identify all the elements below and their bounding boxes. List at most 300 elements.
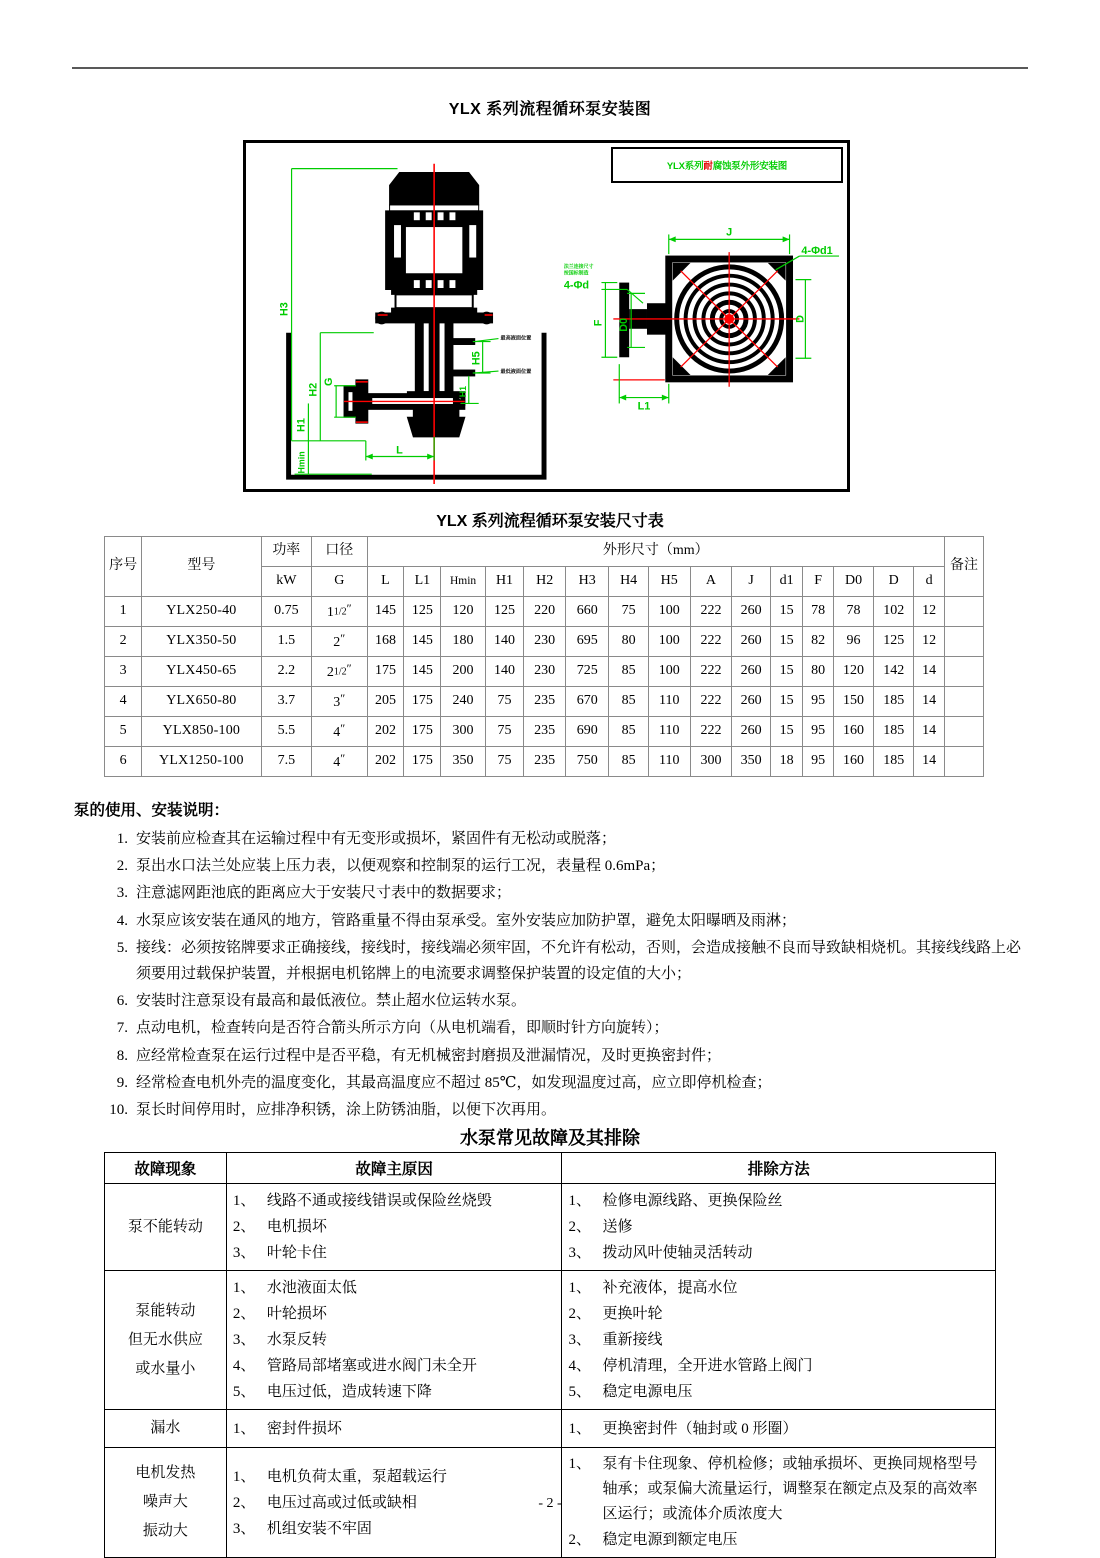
item-number: 5、 bbox=[232, 1384, 256, 1400]
cell-dim-d1: 15 bbox=[770, 657, 802, 687]
cell-dim-F: 80 bbox=[803, 657, 834, 687]
cell-remark bbox=[945, 597, 984, 627]
cell-dim-Hmin: 120 bbox=[441, 597, 485, 627]
cell-remark bbox=[945, 657, 984, 687]
cell-dim-D: 142 bbox=[874, 657, 914, 687]
cell-dim-J: 260 bbox=[732, 597, 771, 627]
cell-bore: 11/2″ bbox=[312, 597, 367, 627]
cell-dim-D: 185 bbox=[874, 747, 914, 777]
cell-dim-L1: 175 bbox=[404, 717, 441, 747]
fault-remedy-item bbox=[568, 1327, 989, 1353]
fault-remedy-item bbox=[568, 1527, 989, 1553]
fault-remedy-list bbox=[568, 1416, 989, 1442]
fault-remedy-list bbox=[568, 1188, 989, 1266]
item-text: 稳定电源到额定电压 bbox=[602, 1532, 738, 1548]
instruction-text: 泵长时间停用时，应排净积锈，涂上防锈油脂，以便下次再用。 bbox=[136, 1102, 557, 1119]
item-number: 2、 bbox=[232, 1306, 256, 1322]
fault-cause-item bbox=[233, 1301, 556, 1327]
cell-dim-L: 202 bbox=[367, 747, 404, 777]
cell-dim-H4: 85 bbox=[609, 687, 648, 717]
svg-text:按国标制造: 按国标制造 bbox=[563, 271, 589, 277]
cell-remark bbox=[945, 627, 984, 657]
item-number: 3、 bbox=[232, 1332, 256, 1348]
table-row bbox=[105, 717, 984, 747]
callout-4-phi-d: 4-Φd bbox=[563, 279, 590, 292]
fault-row bbox=[105, 1184, 996, 1271]
col-header-power-unit: kW bbox=[261, 567, 312, 597]
cell-remark bbox=[945, 747, 984, 777]
cell-dim-D0: 160 bbox=[833, 747, 873, 777]
cell-dim-H5: 110 bbox=[648, 747, 690, 777]
cell-no: 2 bbox=[105, 627, 142, 657]
cell-dim-H3: 725 bbox=[566, 657, 609, 687]
callout-4-phi-d1: 4-Φd1 bbox=[801, 245, 833, 258]
dimension-table-title: YLX 系列流程循环泵安装尺寸表 bbox=[436, 513, 664, 530]
fault-cause-list bbox=[233, 1188, 556, 1266]
cell-dim-H3: 670 bbox=[566, 687, 609, 717]
instruction-number: 8. bbox=[116, 1047, 128, 1064]
item-number: 1、 bbox=[568, 1280, 591, 1296]
dim-label-d-plan: D bbox=[794, 315, 807, 323]
header-rule bbox=[72, 67, 1028, 69]
item-text: 停机清理，全开进水管路上阀门 bbox=[602, 1358, 813, 1374]
fault-cause-item bbox=[233, 1214, 556, 1240]
item-text: 密封件损坏 bbox=[266, 1420, 342, 1437]
cell-dim-A: 300 bbox=[690, 747, 732, 777]
instruction-number: 6. bbox=[116, 993, 128, 1010]
instruction-number: 2. bbox=[116, 858, 128, 875]
item-number: 2、 bbox=[568, 1306, 591, 1322]
cell-dim-D0: 78 bbox=[833, 597, 873, 627]
instruction-item bbox=[74, 908, 1024, 934]
cell-dim-d: 12 bbox=[914, 597, 945, 627]
fault-cause-item bbox=[233, 1464, 556, 1490]
item-text: 电机损坏 bbox=[266, 1219, 327, 1235]
suction-strainer bbox=[407, 417, 464, 437]
fault-cause-list bbox=[233, 1275, 556, 1405]
cell-no: 5 bbox=[105, 717, 142, 747]
item-number: 5、 bbox=[568, 1384, 591, 1400]
item-number: 2、 bbox=[232, 1219, 256, 1235]
cell-dim-d: 14 bbox=[914, 687, 945, 717]
col-header-bore-unit: G bbox=[312, 567, 367, 597]
fault-cause bbox=[226, 1410, 562, 1448]
table-row bbox=[105, 657, 984, 687]
col-header-A: A bbox=[690, 567, 732, 597]
item-text: 水泵反转 bbox=[266, 1332, 327, 1348]
fault-symptom-line: 泵不能转动 bbox=[127, 1218, 203, 1235]
item-text: 检修电源线路、更换保险丝 bbox=[602, 1193, 783, 1209]
cell-dim-J: 260 bbox=[732, 657, 771, 687]
cell-power: 1.5 bbox=[261, 627, 312, 657]
item-number: 4、 bbox=[232, 1358, 256, 1374]
instruction-item bbox=[74, 1015, 1024, 1041]
item-text: 更换密封件（轴封或 0 形圈） bbox=[602, 1420, 798, 1437]
table-header-row-1 bbox=[105, 537, 984, 567]
fault-remedy-item bbox=[568, 1301, 989, 1327]
instructions-heading: 泵的使用、安装说明： bbox=[74, 802, 230, 819]
cell-no: 6 bbox=[105, 747, 142, 777]
dim-label-g: G bbox=[323, 377, 336, 387]
col-header-H3: H3 bbox=[566, 567, 609, 597]
instruction-number: 4. bbox=[116, 912, 128, 929]
instruction-number: 3. bbox=[116, 885, 128, 902]
fault-remedy bbox=[562, 1271, 996, 1410]
col-header-d: d bbox=[914, 567, 945, 597]
fault-cause-item bbox=[233, 1516, 556, 1542]
cell-dim-J: 350 bbox=[732, 747, 771, 777]
cell-dim-A: 222 bbox=[690, 597, 732, 627]
item-number: 3、 bbox=[232, 1245, 256, 1261]
cell-dim-H3: 660 bbox=[566, 597, 609, 627]
cell-dim-L: 205 bbox=[367, 687, 404, 717]
col-header-H2: H2 bbox=[524, 567, 566, 597]
instruction-number: 7. bbox=[116, 1020, 128, 1037]
item-text: 泵有卡住现象、停机检修；或轴承损坏、更换同规格型号轴承；或泵偏大流量运行，调整泵在额定点及泵的高效率区运行；或流体介质浓度大 bbox=[602, 1456, 978, 1522]
cell-dim-J: 260 bbox=[732, 717, 771, 747]
cell-no: 3 bbox=[105, 657, 142, 687]
cell-no: 1 bbox=[105, 597, 142, 627]
col-header-power: 功率 bbox=[261, 537, 312, 567]
cell-bore: 4″ bbox=[312, 717, 367, 747]
cell-dim-L1: 145 bbox=[404, 657, 441, 687]
cell-dim-Hmin: 200 bbox=[441, 657, 485, 687]
cell-model: YLX450-65 bbox=[142, 657, 261, 687]
cell-dim-H4: 85 bbox=[609, 747, 648, 777]
instruction-text: 安装时注意泵设有最高和最低液位。禁止超水位运转水泵。 bbox=[136, 993, 527, 1010]
col-header-D0: D0 bbox=[833, 567, 873, 597]
fault-cause bbox=[226, 1184, 562, 1271]
cell-bore: 3″ bbox=[312, 687, 367, 717]
cell-dim-F: 95 bbox=[803, 687, 834, 717]
item-text: 电压过低，造成转速下降 bbox=[266, 1384, 432, 1400]
instruction-item bbox=[74, 826, 1024, 852]
fault-symptom bbox=[105, 1410, 227, 1448]
table-row bbox=[105, 597, 984, 627]
cell-dim-H1: 125 bbox=[485, 597, 524, 627]
col-header-H1: H1 bbox=[485, 567, 524, 597]
item-text: 电机负荷太重，泵超载运行 bbox=[266, 1468, 447, 1485]
col-header-model: 型号 bbox=[142, 537, 261, 597]
cell-power: 7.5 bbox=[261, 747, 312, 777]
cell-dim-H5: 110 bbox=[648, 687, 690, 717]
note-lowest-level: 最低液面位置 bbox=[500, 369, 532, 375]
cell-dim-F: 82 bbox=[803, 627, 834, 657]
cell-dim-L: 168 bbox=[367, 627, 404, 657]
instruction-number: 9. bbox=[116, 1074, 128, 1091]
cell-model: YLX650-80 bbox=[142, 687, 261, 717]
dim-label-j: J bbox=[726, 226, 733, 239]
fault-col-remedy: 排除方法 bbox=[562, 1153, 996, 1184]
cell-dim-D: 185 bbox=[874, 687, 914, 717]
cell-dim-H1: 75 bbox=[485, 747, 524, 777]
cell-dim-H4: 80 bbox=[609, 627, 648, 657]
fault-symptom-line: 电机发热 bbox=[135, 1465, 196, 1481]
cell-dim-H1: 75 bbox=[485, 717, 524, 747]
item-number: 1、 bbox=[568, 1193, 591, 1209]
fault-cause-item bbox=[233, 1416, 556, 1442]
fault-remedy-item bbox=[568, 1353, 989, 1379]
installation-drawing bbox=[243, 140, 850, 492]
cell-bore: 2″ bbox=[312, 627, 367, 657]
cad-svg bbox=[249, 146, 844, 486]
dim-label-h1-right: H1 bbox=[457, 386, 468, 398]
col-header-F: F bbox=[803, 567, 834, 597]
cell-dim-d1: 15 bbox=[770, 687, 802, 717]
cell-model: YLX250-40 bbox=[142, 597, 261, 627]
table-row bbox=[105, 747, 984, 777]
item-text: 更换叶轮 bbox=[602, 1306, 663, 1322]
drawing-canvas bbox=[249, 146, 844, 486]
cell-model: YLX350-50 bbox=[142, 627, 261, 657]
cell-dim-H4: 85 bbox=[609, 717, 648, 747]
cell-bore: 21/2″ bbox=[312, 657, 367, 687]
cell-dim-H2: 220 bbox=[524, 597, 566, 627]
cell-dim-Hmin: 300 bbox=[441, 717, 485, 747]
cell-dim-F: 78 bbox=[803, 597, 834, 627]
col-header-no: 序号 bbox=[105, 537, 142, 597]
col-header-d1: d1 bbox=[770, 567, 802, 597]
fault-cause-item bbox=[233, 1327, 556, 1353]
fault-remedy-item bbox=[568, 1379, 989, 1405]
item-number: 3、 bbox=[232, 1520, 256, 1537]
dimension-table-body bbox=[105, 597, 984, 777]
page-number: - 2 - bbox=[538, 1496, 562, 1511]
cell-dim-d: 14 bbox=[914, 747, 945, 777]
instruction-item bbox=[74, 1043, 1024, 1069]
instruction-item bbox=[74, 1070, 1024, 1096]
note-flange-standard: 法兰连接尺寸 bbox=[563, 264, 594, 270]
fault-remedy-item bbox=[568, 1214, 989, 1240]
note-highest-level: 最高液面位置 bbox=[500, 335, 532, 342]
title-block-text bbox=[667, 158, 787, 172]
dim-label-l: L bbox=[396, 444, 403, 457]
fault-cause-item bbox=[233, 1353, 556, 1379]
item-number: 2、 bbox=[568, 1532, 591, 1548]
dim-label-hmin: Hmin bbox=[296, 451, 307, 474]
dim-label-f: F bbox=[592, 319, 605, 327]
cell-dim-H2: 230 bbox=[524, 657, 566, 687]
cell-dim-L1: 125 bbox=[404, 597, 441, 627]
cell-dim-H5: 110 bbox=[648, 717, 690, 747]
cell-dim-Hmin: 240 bbox=[441, 687, 485, 717]
cell-dim-D: 125 bbox=[874, 627, 914, 657]
fault-symptom bbox=[105, 1271, 227, 1410]
cell-dim-d1: 18 bbox=[770, 747, 802, 777]
cell-dim-Hmin: 180 bbox=[441, 627, 485, 657]
cell-power: 5.5 bbox=[261, 717, 312, 747]
instruction-number: 10. bbox=[109, 1102, 128, 1119]
title-block-suffix: 腐蚀泵外形安装图 bbox=[712, 161, 788, 172]
col-header-bore: 口径 bbox=[312, 537, 367, 567]
item-number: 3、 bbox=[568, 1332, 591, 1348]
cell-remark bbox=[945, 687, 984, 717]
item-number: 3、 bbox=[568, 1245, 591, 1261]
item-text: 送修 bbox=[602, 1219, 633, 1235]
fault-remedy-item bbox=[568, 1452, 989, 1527]
fault-symptom-line: 但无水供应 bbox=[127, 1331, 203, 1348]
col-header-outline-dims: 外形尺寸（mm） bbox=[367, 537, 945, 567]
cell-power: 2.2 bbox=[261, 657, 312, 687]
instructions-list bbox=[74, 826, 1024, 1124]
fault-table-title: 水泵常见故障及其排除 bbox=[460, 1128, 640, 1148]
cell-dim-A: 222 bbox=[690, 627, 732, 657]
dim-label-h5: H5 bbox=[470, 351, 483, 366]
fault-cause bbox=[226, 1271, 562, 1410]
cell-dim-L1: 145 bbox=[404, 627, 441, 657]
cell-dim-L1: 175 bbox=[404, 747, 441, 777]
fault-col-symptom: 故障现象 bbox=[105, 1153, 227, 1184]
dim-label-h1-left: H1 bbox=[295, 418, 308, 432]
cell-dim-d: 14 bbox=[914, 657, 945, 687]
fault-row bbox=[105, 1410, 996, 1448]
cell-dim-A: 222 bbox=[690, 657, 732, 687]
fault-cause-item bbox=[233, 1275, 556, 1301]
fault-cause-item bbox=[233, 1188, 556, 1214]
fault-row bbox=[105, 1271, 996, 1410]
dim-label-h3: H3 bbox=[278, 302, 291, 317]
cell-dim-H3: 695 bbox=[566, 627, 609, 657]
item-text: 稳定电源电压 bbox=[602, 1384, 693, 1400]
cell-dim-D0: 96 bbox=[833, 627, 873, 657]
cell-dim-Hmin: 350 bbox=[441, 747, 485, 777]
cell-dim-F: 95 bbox=[803, 747, 834, 777]
cell-dim-D0: 160 bbox=[833, 717, 873, 747]
instruction-text: 点动电机，检查转向是否符合箭头所示方向（从电机端看，即顺时针方向旋转）； bbox=[136, 1020, 669, 1037]
cell-dim-H5: 100 bbox=[648, 627, 690, 657]
cell-dim-H5: 100 bbox=[648, 597, 690, 627]
fault-symptom-line: 漏水 bbox=[150, 1420, 181, 1436]
item-number: 4、 bbox=[568, 1358, 591, 1374]
item-text: 补充液体，提高水位 bbox=[602, 1280, 738, 1296]
fault-remedy bbox=[562, 1410, 996, 1448]
cell-dim-H2: 235 bbox=[524, 687, 566, 717]
table-row bbox=[105, 627, 984, 657]
item-number: 1、 bbox=[568, 1456, 591, 1472]
fault-header-row bbox=[105, 1153, 996, 1184]
cell-dim-H3: 690 bbox=[566, 717, 609, 747]
cell-dim-d1: 15 bbox=[770, 597, 802, 627]
figure-title: YLX 系列流程循环泵安装图 bbox=[448, 101, 652, 118]
cell-model: YLX850-100 bbox=[142, 717, 261, 747]
cell-power: 0.75 bbox=[261, 597, 312, 627]
cell-dim-F: 95 bbox=[803, 717, 834, 747]
item-number: 1、 bbox=[232, 1420, 256, 1437]
item-text: 机组安装不牢固 bbox=[266, 1520, 372, 1537]
fault-remedy-list bbox=[568, 1275, 989, 1405]
fault-symptom-line: 或水量小 bbox=[135, 1360, 196, 1377]
col-header-J: J bbox=[732, 567, 771, 597]
cell-remark bbox=[945, 717, 984, 747]
cell-dim-H2: 235 bbox=[524, 747, 566, 777]
item-text: 电压过高或过低或缺相 bbox=[266, 1494, 417, 1511]
cell-dim-d: 14 bbox=[914, 717, 945, 747]
instruction-item bbox=[74, 935, 1024, 987]
title-block-red: 耐 bbox=[703, 161, 713, 172]
fault-remedy-item bbox=[568, 1275, 989, 1301]
cell-dim-D0: 150 bbox=[833, 687, 873, 717]
instruction-text: 水泵应该安装在通风的地方，管路重量不得由泵承受。室外安装应加防护罩，避免太阳曝晒及雨淋； bbox=[136, 912, 797, 929]
fault-col-cause: 故障主原因 bbox=[226, 1153, 562, 1184]
instruction-number: 5. bbox=[116, 939, 128, 956]
item-number: 2、 bbox=[232, 1494, 256, 1511]
cell-bore: 4″ bbox=[312, 747, 367, 777]
drawing-title-block bbox=[611, 147, 843, 183]
dim-label-l1: L1 bbox=[637, 400, 651, 413]
fault-remedy-item bbox=[568, 1240, 989, 1266]
instruction-item bbox=[74, 880, 1024, 906]
cell-dim-d1: 15 bbox=[770, 717, 802, 747]
instruction-item bbox=[74, 1097, 1024, 1123]
cell-dim-J: 260 bbox=[732, 627, 771, 657]
cell-dim-A: 222 bbox=[690, 687, 732, 717]
dim-label-h2: H2 bbox=[307, 382, 320, 397]
cell-power: 3.7 bbox=[261, 687, 312, 717]
item-number: 1、 bbox=[232, 1468, 256, 1485]
item-number: 2、 bbox=[568, 1219, 591, 1235]
fault-remedy-item bbox=[568, 1188, 989, 1214]
instruction-text: 安装前应检查其在运输过程中有无变形或损坏，紧固件有无松动或脱落； bbox=[136, 831, 617, 847]
col-header-Hmin: Hmin bbox=[441, 567, 485, 597]
fault-remedy bbox=[562, 1184, 996, 1271]
cell-dim-H3: 750 bbox=[566, 747, 609, 777]
instruction-text: 注意滤网距池底的距离应大于安装尺寸表中的数据要求； bbox=[136, 885, 512, 902]
cell-dim-D0: 120 bbox=[833, 657, 873, 687]
item-text: 叶轮损坏 bbox=[266, 1306, 327, 1322]
cell-dim-D: 185 bbox=[874, 717, 914, 747]
item-number: 1、 bbox=[568, 1420, 591, 1437]
cell-dim-H1: 140 bbox=[485, 627, 524, 657]
fault-symptom-line: 泵能转动 bbox=[135, 1302, 196, 1319]
title-block-prefix: YLX系列 bbox=[666, 161, 704, 172]
instruction-item bbox=[74, 853, 1024, 879]
cell-dim-A: 222 bbox=[690, 717, 732, 747]
cell-dim-H1: 140 bbox=[485, 657, 524, 687]
cell-dim-H4: 85 bbox=[609, 657, 648, 687]
fault-cause-list bbox=[233, 1416, 556, 1442]
col-header-remark: 备注 bbox=[945, 537, 984, 597]
fault-cause-item bbox=[233, 1379, 556, 1405]
item-text: 水池液面太低 bbox=[266, 1280, 357, 1296]
col-header-L: L bbox=[367, 567, 404, 597]
instruction-text: 应经常检查泵在运行过程中是否平稳，有无机械密封磨损及泄漏情况，及时更换密封件； bbox=[136, 1047, 722, 1064]
instruction-text: 泵出水口法兰处应装上压力表，以便观察和控制泵的运行工况，表量程 0.6mPa； bbox=[136, 858, 666, 875]
cell-dim-L: 145 bbox=[367, 597, 404, 627]
dimension-table bbox=[104, 536, 984, 777]
col-header-D: D bbox=[874, 567, 914, 597]
cell-model: YLX1250-100 bbox=[142, 747, 261, 777]
cell-dim-d: 12 bbox=[914, 627, 945, 657]
cell-dim-L: 202 bbox=[367, 717, 404, 747]
table-row bbox=[105, 687, 984, 717]
instruction-text: 经常检查电机外壳的温度变化，其最高温度应不超过 85℃，如发现温度过高，应立即停机检查； bbox=[136, 1074, 772, 1091]
instruction-text: 接线：必须按铭牌要求正确接线，接线时，接线端必须牢固，不允许有松动，否则，会造成接触不良而导致缺相烧机。其接线线路上必须要用过载保护装置，并根据电机铭牌上的电流要求调整保护装置的设定值的大小； bbox=[136, 939, 1022, 983]
cell-dim-d1: 15 bbox=[770, 627, 802, 657]
cell-dim-H2: 235 bbox=[524, 717, 566, 747]
instruction-item bbox=[74, 988, 1024, 1014]
item-text: 拨动风叶使轴灵活转动 bbox=[602, 1245, 753, 1261]
fault-symptom bbox=[105, 1184, 227, 1271]
item-number: 1、 bbox=[232, 1193, 256, 1209]
item-text: 叶轮卡住 bbox=[266, 1245, 327, 1261]
cell-dim-H5: 100 bbox=[648, 657, 690, 687]
fault-cause-item bbox=[233, 1240, 556, 1266]
cell-dim-D: 102 bbox=[874, 597, 914, 627]
instruction-number: 1. bbox=[116, 831, 128, 847]
item-number: 1、 bbox=[232, 1280, 256, 1296]
item-text: 线路不通或接线错误或保险丝烧毁 bbox=[266, 1193, 492, 1209]
col-header-H4: H4 bbox=[609, 567, 648, 597]
